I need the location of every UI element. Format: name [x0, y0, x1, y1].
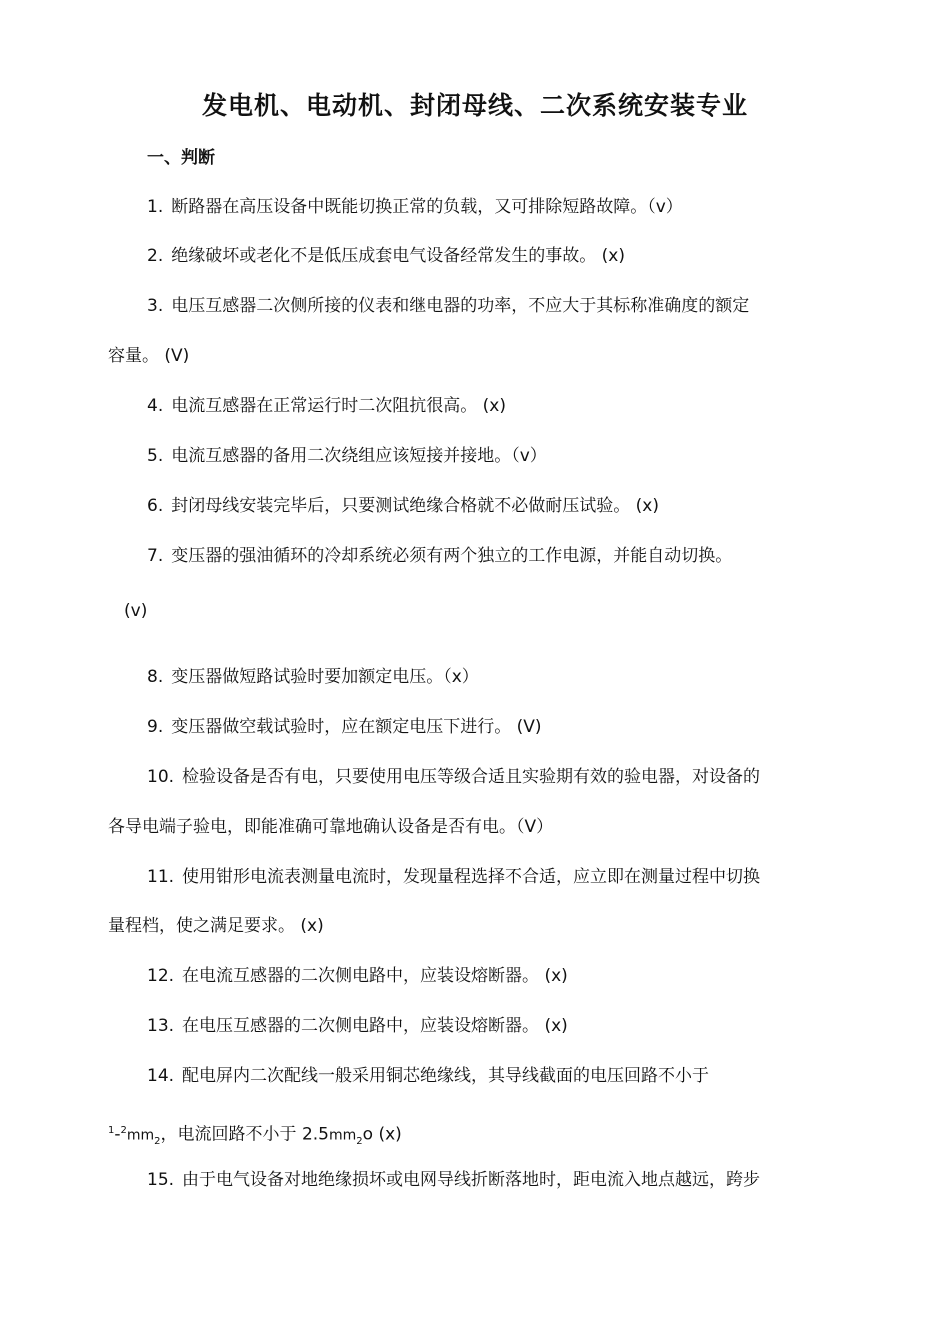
- item-text: 由于电气设备对地绝缘损坏或电网导线折断落地时，距电流入地点越远，跨步: [182, 1170, 761, 1190]
- item-number: 10.: [147, 767, 175, 787]
- item-text: 电流互感器在正常运行时二次阻抗很高。 (x): [171, 396, 506, 416]
- list-item: [147, 295, 749, 317]
- item-text: 在电压互感器的二次侧电路中，应装设熔断器。 (x): [182, 1016, 568, 1036]
- superscript: 1: [108, 1125, 115, 1136]
- text-fragment: o: [362, 1124, 374, 1145]
- item-continuation: 各导电端子验电，即能准确可靠地确认设备是否有电。（V）: [108, 817, 554, 837]
- item-continuation: 容量。 (V): [108, 346, 190, 366]
- list-item: [147, 196, 683, 218]
- list-item: [147, 545, 732, 567]
- item-number: 12.: [147, 966, 175, 986]
- item-number: 15.: [147, 1170, 175, 1190]
- list-item: [147, 716, 542, 738]
- item-text: 封闭母线安装完毕后，只要测试绝缘合格就不必做耐压试验。 (x): [171, 496, 659, 516]
- item-number: 7.: [147, 546, 164, 566]
- item-number: 3.: [147, 296, 164, 316]
- item-text: 变压器的强油循环的冷却系统必须有两个独立的工作电源，并能自动切换。: [171, 546, 733, 566]
- text-fragment: (x): [373, 1124, 402, 1145]
- item-number: 5.: [147, 446, 164, 466]
- list-item: [147, 395, 506, 417]
- unit-text: mm: [329, 1127, 357, 1144]
- document-title: 发电机、电动机、封闭母线、二次系统安装专业: [201, 91, 748, 120]
- list-item: [147, 245, 625, 267]
- item-text: 变压器做空载试验时，应在额定电压下进行。 (V): [171, 717, 542, 737]
- list-item: [147, 1169, 760, 1191]
- item-number: 11.: [147, 867, 175, 887]
- item-text: 在电流互感器的二次侧电路中，应装设熔断器。 (x): [182, 966, 568, 986]
- superscript: 2: [120, 1125, 127, 1136]
- item-text: 检验设备是否有电，只要使用电压等级合适且实验期有效的验电器，对设备的: [182, 767, 761, 787]
- list-item: [147, 766, 760, 788]
- item-continuation: (v): [124, 601, 148, 621]
- subscript: 2: [154, 1136, 161, 1148]
- item-text: 电流互感器的备用二次绕组应该短接并接地。（v）: [171, 446, 547, 466]
- item-number: 4.: [147, 396, 164, 416]
- item-number: 8.: [147, 667, 164, 687]
- item-text: 配电屏内二次配线一般采用铜芯绝缘线，其导线截面的电压回路不小于: [182, 1066, 710, 1086]
- item-text: 绝缘破坏或老化不是低压成套电气设备经常发生的事故。 (x): [171, 246, 625, 266]
- list-item: [147, 866, 760, 888]
- item-continuation: 量程档，使之满足要求。 (x): [108, 916, 324, 936]
- list-item: [147, 445, 547, 467]
- list-item: [147, 666, 479, 688]
- section-heading: 一、判断: [147, 148, 215, 168]
- list-item: [147, 1015, 568, 1037]
- text-fragment: ，电流回路不小于 2.5: [160, 1124, 329, 1145]
- list-item: [147, 1065, 709, 1087]
- item-text: 断路器在高压设备中既能切换正常的负载，又可排除短路故障。（v）: [171, 197, 683, 217]
- unit-text: mm: [126, 1127, 155, 1144]
- text-fragment: -: [114, 1124, 121, 1145]
- list-item: [147, 965, 568, 987]
- item-continuation: [108, 1120, 402, 1153]
- subscript: 2: [356, 1136, 363, 1148]
- item-text: 变压器做短路试验时要加额定电压。（x）: [171, 667, 479, 687]
- item-number: 13.: [147, 1016, 175, 1036]
- item-number: 9.: [147, 717, 164, 737]
- item-text: 使用钳形电流表测量电流时，发现量程选择不合适，应立即在测量过程中切换: [182, 867, 761, 887]
- item-number: 2.: [147, 246, 164, 266]
- item-number: 14.: [147, 1066, 175, 1086]
- item-text: 电压互感器二次侧所接的仪表和继电器的功率，不应大于其标称准确度的额定: [171, 296, 750, 316]
- item-number: 1.: [147, 197, 164, 217]
- item-number: 6.: [147, 496, 164, 516]
- list-item: [147, 495, 659, 517]
